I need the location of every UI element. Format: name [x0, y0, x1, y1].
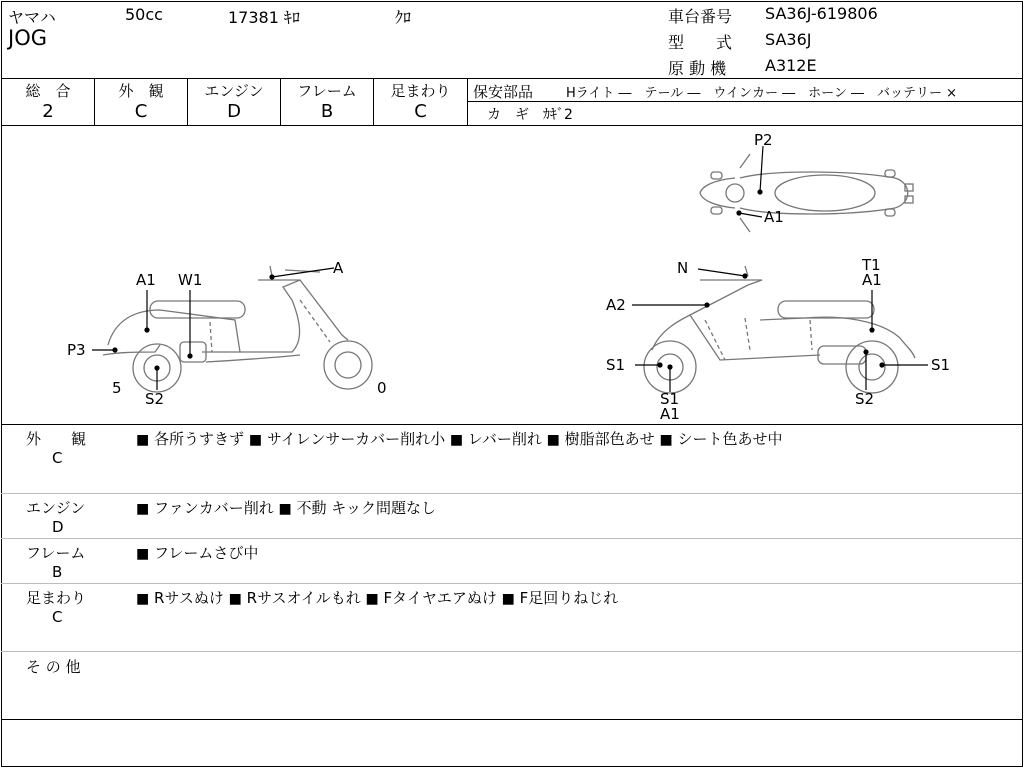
safety-label: 保安部品: [473, 83, 534, 101]
mileage: 17381 ｷﾛ: [228, 8, 300, 27]
mark-label: 5: [112, 379, 122, 397]
note: Rサスオイルもれ: [246, 589, 361, 607]
exterior-section-grade: C: [52, 449, 63, 467]
scooter-top-view: [700, 154, 913, 232]
bullet: ■: [136, 546, 150, 562]
bullet: ■: [136, 432, 150, 448]
note: フレームさび中: [154, 544, 259, 562]
suspension-grade-label: 足まわり: [390, 82, 451, 100]
note: ファンカバー削れ: [154, 499, 274, 517]
rule: [1, 424, 1022, 425]
color: ｸﾛ: [395, 8, 412, 27]
displacement: 50cc: [125, 5, 163, 24]
mark-label: A1: [660, 405, 680, 423]
note: 各所うすきず: [154, 430, 245, 448]
bullet: ■: [248, 432, 263, 448]
maker: ヤマハ: [8, 8, 56, 27]
mark-label: S2: [855, 390, 875, 408]
bullet: ■: [449, 432, 464, 448]
exterior-label: 外 観: [118, 82, 164, 100]
note: サイレンサーカバー削れ小: [266, 430, 446, 448]
model-name: JOG: [8, 26, 47, 50]
key-info: カ ギ ｶｷﾞ2: [487, 107, 573, 123]
frame-grade: B: [320, 101, 334, 122]
engine-notes: [136, 497, 436, 518]
note: レバー削れ: [467, 430, 542, 448]
frame-no: SA36J-619806: [765, 4, 878, 23]
bullet: ■: [659, 432, 673, 448]
safety-items: Hライト ― テール ― ウインカー ― ホーン ― バッテリー ×: [566, 86, 958, 101]
exterior-grade: C: [134, 101, 148, 122]
rule: [1, 651, 1022, 652]
engine-section-label: エンジン: [26, 499, 86, 517]
engine-label: 原 動 機: [668, 59, 727, 78]
engine-value: A312E: [765, 56, 817, 75]
suspension-notes: [136, 587, 618, 608]
bullet: ■: [365, 591, 379, 607]
bullet: ■: [546, 432, 560, 448]
frame-section-label: フレーム: [26, 544, 86, 562]
mark-label: A: [333, 259, 344, 277]
exterior-notes: [136, 428, 782, 449]
note: シート色あせ中: [677, 430, 783, 448]
mark-label: P2: [754, 131, 773, 149]
frame-grade-label: フレーム: [297, 82, 357, 100]
bullet: ■: [136, 591, 150, 607]
exterior-section-label: 外 観: [26, 430, 87, 448]
bullet: ■: [278, 501, 292, 517]
frame-section-grade: B: [52, 563, 63, 581]
bullet: ■: [136, 501, 150, 517]
mark-label: W1: [178, 271, 203, 289]
mark-label: S1: [931, 356, 951, 374]
mark-label: P3: [67, 341, 86, 359]
divider: [467, 101, 1022, 102]
overall-grade: 2: [42, 101, 54, 122]
rule: [1, 583, 1022, 584]
engine-grade: D: [227, 101, 241, 122]
rule: [1, 719, 1022, 720]
suspension-grade: C: [414, 101, 427, 122]
note: Fタイヤエアぬけ: [383, 589, 497, 607]
rule: [1, 78, 1022, 79]
frame-no-label: 車台番号: [668, 7, 733, 26]
engine-section-grade: D: [52, 518, 64, 536]
rule: [1, 538, 1022, 539]
mark-label: S2: [145, 390, 165, 408]
mark-label: 0: [377, 379, 387, 397]
mark-label: T1: [862, 256, 881, 274]
suspension-section-label: 足まわり: [26, 589, 87, 607]
mark-label: A1: [764, 208, 784, 226]
type-label: 型 式: [668, 33, 733, 52]
mark-label: S1: [660, 390, 680, 408]
mark-label: A1: [862, 271, 882, 289]
engine-grade-label: エンジン: [204, 82, 264, 100]
mark-label: N: [677, 259, 689, 277]
bullet: ■: [501, 591, 515, 607]
other-section-label: そ の 他: [26, 658, 81, 676]
note: Rサスぬけ: [154, 589, 224, 607]
damage-diagram: [0, 126, 1022, 424]
mark-label: A2: [606, 296, 626, 314]
overall-label: 総 合: [25, 82, 71, 100]
type-value: SA36J: [765, 30, 812, 49]
note: 不動 キック問題なし: [296, 499, 436, 517]
mark-label: S1: [606, 356, 626, 374]
bullet: ■: [228, 591, 242, 607]
suspension-section-grade: C: [52, 608, 63, 626]
note: F足回りねじれ: [519, 589, 619, 607]
frame-notes: [136, 542, 258, 563]
rule: [1, 493, 1022, 494]
mark-label: A1: [136, 271, 156, 289]
note: 樹脂部色あせ: [564, 430, 655, 448]
